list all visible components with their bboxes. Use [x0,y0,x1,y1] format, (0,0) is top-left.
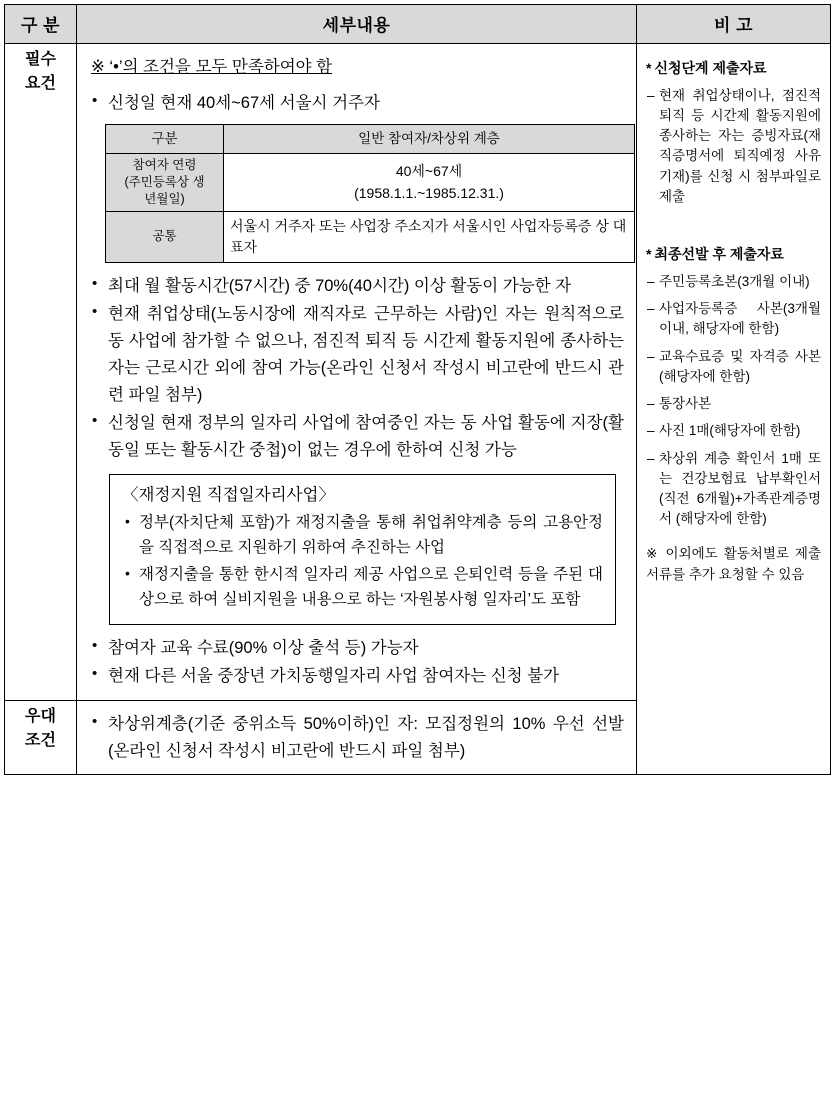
subtable-header-row [106,125,635,154]
age-criteria-subtable [105,124,635,262]
bigo-section1-list [646,86,821,208]
list-item: – 사진 1매(해당자에 한함) [646,421,821,441]
box-item-list [122,511,603,612]
subtable-label-age-line3: 년월일) [144,191,185,206]
row-label-line1: 필수 [25,51,56,68]
star-icon: * [646,60,652,76]
essential-bullet-list-bottom [89,635,624,690]
essential-bullet-list-mid [89,273,624,464]
list-item: • 현재 다른 서울 중장년 가치동행일자리 사업 참여자는 신청 불가 [89,663,624,690]
subtable-value-age-birthdates: (1958.1.1.~1985.12.31.) [354,185,504,202]
subtable-label-common: 공통 [106,211,224,262]
subtable-label-age-line2: (주민등록상 생 [124,174,205,189]
list-item: • 신청일 현재 정부의 일자리 사업에 참여중인 자는 동 사업 활동에 지장(활동일 또는 활동시간 중첩)이 없는 경우에 한하여 신청 가능 [89,410,624,463]
bigo-section1-title [646,58,821,80]
job-program-definition-box [109,474,616,625]
preference-detail-cell [77,701,637,775]
subtable-row-age [106,154,635,212]
row-label-essential [5,44,77,701]
subtable-value-age-range: 40세~67세 [395,162,463,179]
row-label-line2: 요건 [25,75,56,92]
condition-note [91,54,624,81]
list-item: • 참여자 교육 수료(90% 이상 출석 등) 가능자 [89,635,624,662]
subtable-label-age [106,154,224,212]
bigo-footer-note: ※ 이외에도 활동처별로 제출서류를 추가 요청할 수 있음 [646,545,821,582]
list-item: • 신청일 현재 40세~67세 서울시 거주자 [89,90,624,117]
list-item: • 정부(자치단체 포함)가 재정지출을 통해 취업취약계층 등의 고용안정을 직접적으로 지원하기 위하여 추진하는 사업 [122,511,603,561]
row-label-line1: 우대 [25,708,56,725]
table-row [5,44,831,701]
list-item: – 통장사본 [646,394,821,414]
list-item: – 사업자등록증 사본(3개월 이내, 해당자에 한함) [646,299,821,340]
condition-note-text: ※ ‘•’의 조건을 모두 만족하여야 함 [91,58,333,76]
box-title: 〈재정지원 직접일자리사업〉 [122,485,335,504]
subtable-label-age-line1: 참여자 연령 [132,158,197,172]
column-header-bigo: 비 고 [637,5,831,44]
row-label-line2: 조건 [25,732,56,749]
list-item: • 최대 월 활동시간(57시간) 중 70%(40시간) 이상 활동이 가능한 자 [89,273,624,300]
list-item: – 교육수료증 및 자격증 사본(해당자에 한함) [646,347,821,388]
subtable-row-common [106,211,635,262]
list-item: – 현재 취업상태이나, 점진적 퇴직 등 시간제 활동지원에 종사하는 자는 증빙자료(재직증명서에 퇴직예정 사유기재)를 신청 시 첨부파일로 제출 [646,86,821,208]
bigo-section2-title [646,244,821,266]
essential-bullet-list-top [89,90,624,117]
bigo-section1-title-text: 신청단계 제출자료 [654,60,767,76]
subtable-value-common: 서울시 거주자 또는 사업장 주소지가 서울시인 사업자등록증 상 대표자 [224,211,635,262]
list-item: • 재정지출을 통한 한시적 일자리 제공 사업으로 은퇴인력 등을 주된 대상으로 하여 실비지원을 내용으로 하는 ‘자원봉사형 일자리’도 포함 [122,563,603,613]
preference-bullet-list [89,711,624,764]
bigo-section2-list [646,272,821,530]
spacer [646,214,821,240]
essential-detail-cell [77,44,637,701]
table-header-row [5,5,831,44]
list-item: • 차상위계층(기준 중위소득 50%이하)인 자: 모집정원의 10% 우선 선발 (온라인 신청서 작성시 비고란에 반드시 파일 첨부) [89,711,624,764]
subtable-header-gubun: 구분 [106,125,224,154]
list-item: – 차상위 계층 확인서 1매 또는 건강보험료 납부확인서(직전 6개월)+가족관계증명서 (해당자에 한함) [646,449,821,530]
bigo-section2-title-text: 최종선발 후 제출자료 [654,246,784,263]
subtable-value-age [224,154,635,212]
row-label-preference [5,701,77,775]
list-item: • 현재 취업상태(노동시장에 재직자로 근무하는 사람)인 자는 원칙적으로 동 사업에 참가할 수 없으나, 점진적 퇴직 등 시간제 활동지원에 종사하는 자는 근로시간 외에 참여 가능(온라인 신청서 작성시 비고란에 반드시 관련 파일 첨부) [89,301,624,408]
requirements-table [4,4,831,775]
subtable-header-target: 일반 참여자/차상위 계층 [224,125,635,154]
column-header-detail: 세부내용 [77,5,637,44]
bigo-cell [637,44,831,775]
list-item: – 주민등록초본(3개월 이내) [646,272,821,292]
star-icon: * [646,246,652,263]
column-header-gubun: 구 분 [5,5,77,44]
